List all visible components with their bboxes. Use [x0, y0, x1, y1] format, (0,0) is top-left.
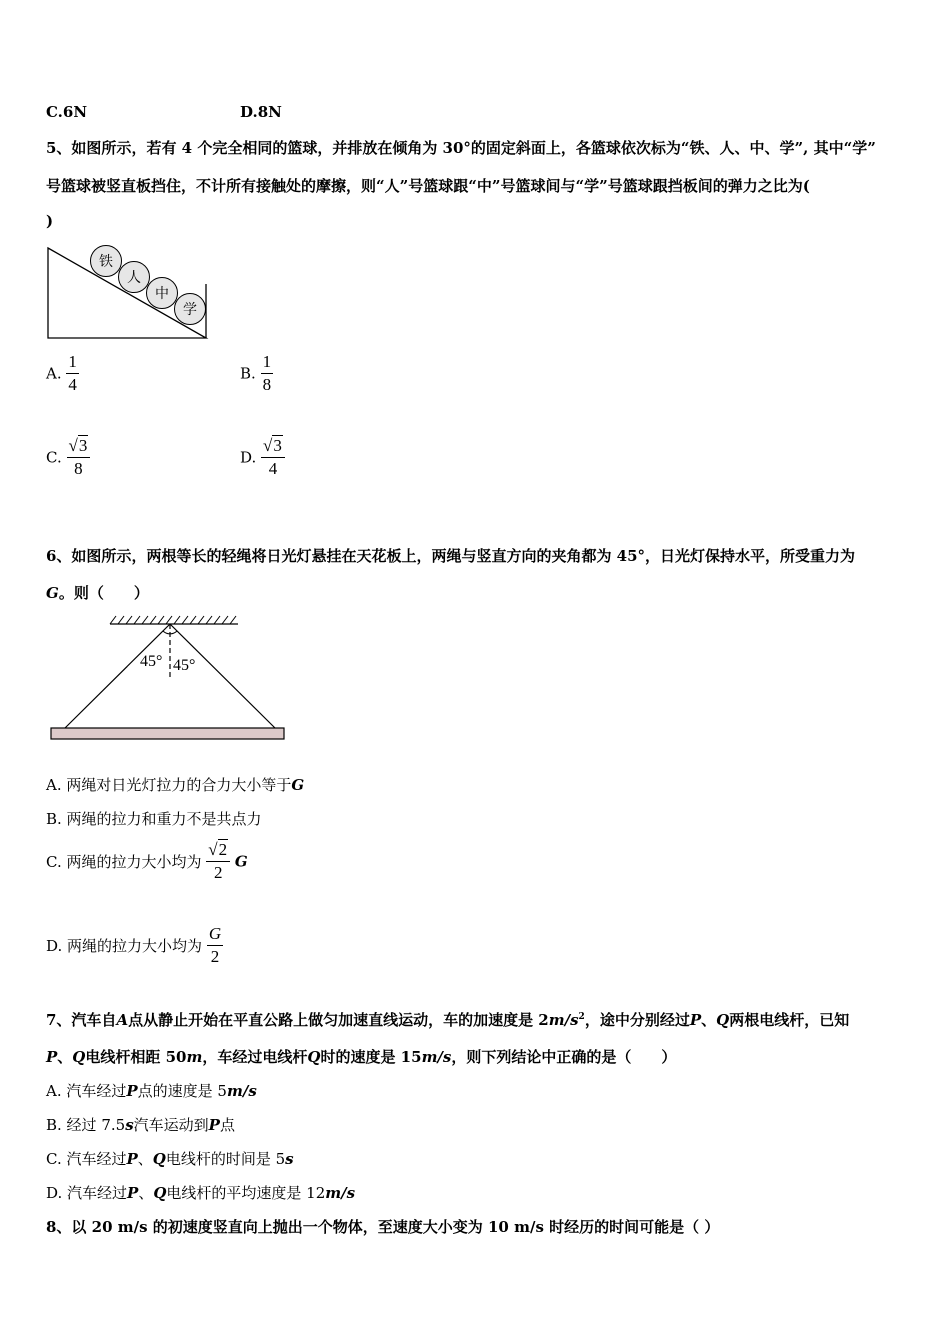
q7-option-a[interactable]: A. 汽车经过P点的速度是 5m/s [46, 1082, 257, 1100]
fraction: $\frac{1}{8}$ [262, 352, 272, 394]
q7-option-d[interactable]: D. 汽车经过P、Q电线杆的平均速度是 12m/s [46, 1184, 356, 1202]
rope-left [65, 624, 170, 728]
angle-left-label: 45° [140, 653, 163, 670]
q7-option-b[interactable]: B. 经过 7.5s汽车运动到P点 [46, 1116, 235, 1134]
ball-1 [91, 246, 122, 277]
q4-option-c: C.6N [46, 103, 88, 121]
q6-option-c[interactable]: C. 两绳的拉力大小均为 $\frac{√2}{2}$ G [46, 840, 248, 882]
q6-option-d[interactable]: D. 两绳的拉力大小均为 $\frac{G}{2}$ [46, 924, 222, 966]
sqrt-symbol: √3 [68, 436, 88, 455]
fluorescent-lamp [51, 728, 284, 739]
fraction: $\frac{√2}{2}$ [206, 840, 230, 883]
q6-option-a[interactable]: A. 两绳对日光灯拉力的合力大小等于G [46, 776, 305, 794]
q5-stem-line2: 号篮球被竖直板挡住，不计所有接触处的摩擦，则“人”号篮球跟“中”号篮球间与“学”号篮球跟挡板间的弹力之比为( [46, 177, 810, 195]
q7-stem-line1: 7、汽车自A点从静止开始在平直公路上做匀加速直线运动，车的加速度是 $2m/s^2$，途中分别经过P、Q两根电线杆，已知 [46, 1011, 850, 1029]
fraction: $\frac{1}{4}$ [68, 352, 77, 394]
q6-stem-line1: 6、如图所示，两根等长的轻绳将日光灯悬挂在天花板上，两绳与竖直方向的夹角都为 45°，日光灯保持水平，所受重力为 [46, 547, 856, 565]
ball-label-4: 学 [183, 302, 197, 318]
ball-4 [175, 294, 206, 325]
q5-option-c[interactable]: C. $\frac{√3}{8}$ [46, 436, 90, 479]
q8-stem-line1: 8、以 20 m/s 的初速度竖直向上抛出一个物体，至速度大小变为 10 m/s 时经历的时间可能是（ ） [46, 1218, 720, 1236]
q5-stem-line3: ) [46, 212, 54, 230]
sqrt-symbol: √3 [263, 436, 282, 455]
q6-lamp-figure [46, 612, 290, 744]
rope-right [170, 624, 275, 728]
angle-right-label: 45° [173, 657, 196, 674]
ball-label-2: 人 [127, 270, 141, 286]
sqrt-symbol: √2 [208, 840, 228, 859]
q4-option-d: D.8N [240, 103, 282, 121]
q5-option-d[interactable]: D. $\frac{√3}{4}$ [240, 436, 285, 479]
ball-3 [147, 278, 178, 309]
q7-option-c[interactable]: C. 汽车经过P、Q电线杆的时间是 5s [46, 1150, 294, 1168]
ball-2 [119, 262, 150, 293]
ball-label-1: 铁 [99, 254, 113, 270]
q6-option-b[interactable]: B. 两绳的拉力和重力不是共点力 [46, 810, 262, 828]
q5-stem-line1: 5、如图所示，若有 4 个完全相同的篮球，并排放在倾角为 30°的固定斜面上，各篮球依次标为“铁、人、中、学”, 其中“学” [46, 139, 876, 157]
q5-incline-figure [44, 240, 212, 342]
ball-label-3: 中 [155, 286, 169, 302]
fraction: $\frac{G}{2}$ [208, 924, 222, 966]
fraction: $\frac{√3}{8}$ [67, 436, 91, 479]
q5-option-b[interactable]: B. $\frac{1}{8}$ [240, 352, 272, 394]
q6-stem-line2: G。则（ ） [46, 584, 149, 602]
q5-option-a[interactable]: A. $\frac{1}{4}$ [46, 352, 77, 394]
fraction: $\frac{√3}{4}$ [261, 436, 285, 479]
q7-stem-line2: P、Q电线杆相距 50m，车经过电线杆Q时的速度是 15m/s，则下列结论中正确的是（ ） [46, 1048, 677, 1066]
